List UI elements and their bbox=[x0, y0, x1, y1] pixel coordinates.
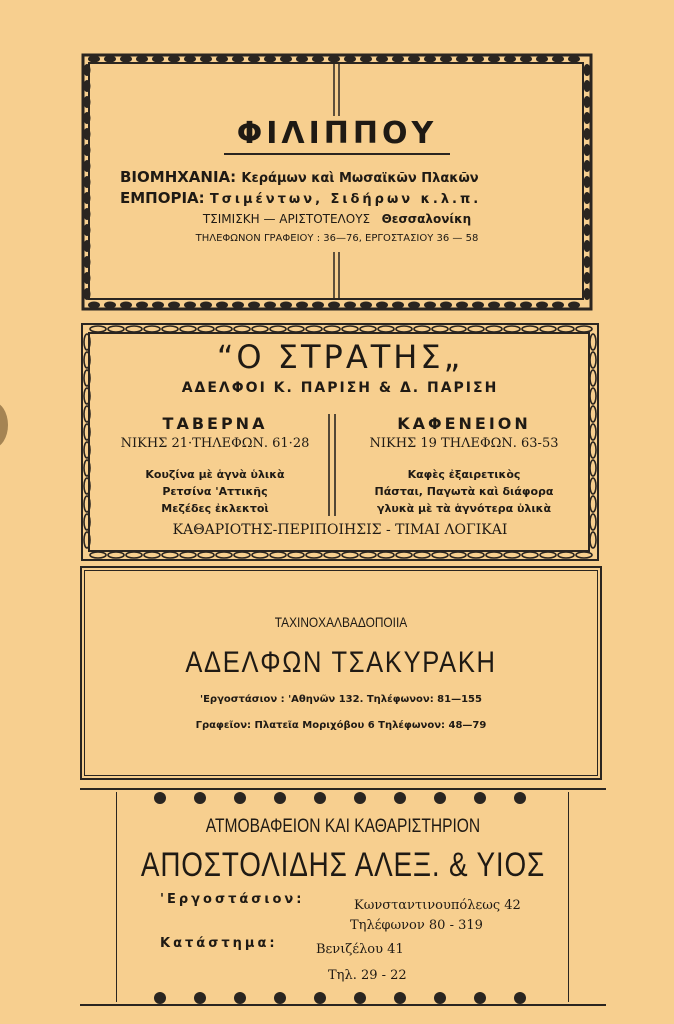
tavern-feature: Μεζέδες ἐκλεκτοὶ bbox=[161, 502, 269, 515]
border-ornament bbox=[396, 552, 412, 558]
border-ornament bbox=[168, 302, 180, 309]
border-ornament bbox=[198, 552, 214, 558]
border-ornament bbox=[216, 552, 232, 558]
border-ornament bbox=[376, 302, 388, 309]
tavern-feature: Κουζίνα μὲ ἁγνὰ ὑλικὰ bbox=[145, 468, 285, 481]
border-ornament bbox=[584, 80, 591, 92]
cafe-feature: γλυκὰ μὲ τὰ ἁγνότερα ὑλικὰ bbox=[376, 502, 552, 515]
ad-tsakyrakis-kind: ΤΑΧΙΝΟΧΑΛΒΑΔΟΠΟΙΙΑ bbox=[274, 614, 408, 630]
border-ornament bbox=[424, 302, 436, 309]
ad-philippou-name: ΦΙΛΙΠΠΟΥ bbox=[236, 116, 438, 151]
border-ornament bbox=[180, 552, 196, 558]
cafe-heading: ΚΑΦΕΝΕΙΟΝ bbox=[397, 414, 531, 433]
border-ornament bbox=[296, 302, 308, 309]
border-ornament bbox=[270, 552, 286, 558]
tavern-features bbox=[100, 466, 330, 517]
border-ornament bbox=[312, 302, 324, 309]
border-dot bbox=[234, 792, 246, 804]
border-ornament bbox=[520, 302, 532, 309]
border-ornament bbox=[184, 302, 196, 309]
border-ornament bbox=[344, 302, 356, 309]
border-ornament bbox=[584, 272, 591, 284]
border-ornament bbox=[486, 552, 502, 558]
border-ornament bbox=[584, 160, 591, 172]
border-ornament bbox=[324, 552, 340, 558]
store-label: Κατάστημα: bbox=[160, 936, 278, 951]
ad-tsakyrakis bbox=[80, 566, 602, 780]
ad-stratis-owners: ΑΔΕΛΦΟΙ Κ. ΠΑΡΙΣΗ & Δ. ΠΑΡΙΣΗ bbox=[181, 380, 499, 396]
border-ornament bbox=[162, 552, 178, 558]
border-dot bbox=[274, 992, 286, 1004]
trade-label: ΕΜΠΟΡΙΑ: bbox=[120, 189, 205, 207]
border-ornament bbox=[104, 302, 116, 309]
page-edge-shadow bbox=[0, 402, 8, 448]
border-ornament bbox=[488, 302, 500, 309]
border-ornament bbox=[248, 302, 260, 309]
address: ΤΣΙΜΙΣΚΗ — ΑΡΙΣΤΟΤΕΛΟΥΣ bbox=[202, 212, 371, 226]
border-ornament bbox=[90, 552, 106, 558]
border-dot bbox=[434, 992, 446, 1004]
border-dot bbox=[154, 792, 166, 804]
cafe-features bbox=[342, 466, 586, 517]
border-ornament bbox=[360, 552, 376, 558]
ad-stratis bbox=[80, 322, 600, 562]
factory-address: Κωνσταντινουπόλεως 42 bbox=[354, 898, 521, 913]
border-ornament bbox=[456, 302, 468, 309]
ad-apostolidis-kind: ΑΤΜΟΒΑΦΕΙΟΝ ΚΑΙ ΚΑΘΑΡΙΣΤΗΡΙΟΝ bbox=[205, 816, 481, 837]
cafe-phone: ΝΙΚΗΣ 19 ΤΗΛΕΦΩΝ. 63-53 bbox=[369, 436, 559, 451]
border-ornament bbox=[584, 96, 591, 108]
border-dot bbox=[474, 992, 486, 1004]
border-ornament bbox=[126, 552, 142, 558]
border-ornament bbox=[590, 478, 596, 494]
border-ornament bbox=[328, 302, 340, 309]
ad-philippou-trade bbox=[120, 189, 481, 207]
ad-stratis-footer: ΚΑΘΑΡΙΟΤΗΣ-ΠΕΡΙΠΟΙΗΣΙΣ - ΤΙΜΑΙ ΛΟΓΙΚΑΙ bbox=[172, 522, 508, 538]
border-dot bbox=[274, 792, 286, 804]
border-ornament bbox=[280, 302, 292, 309]
cafe-feature: Πάσται, Παγωτὰ καὶ διάφορα bbox=[374, 485, 554, 498]
border-dot bbox=[434, 792, 446, 804]
border-ornament bbox=[504, 302, 516, 309]
ad-tsakyrakis-office: Γραφεῖον: Πλατεῖα Μοριχόβου 6 Τηλέφωνον: 48—79 bbox=[195, 720, 487, 731]
border-ornament bbox=[584, 288, 591, 300]
border-ornament bbox=[590, 424, 596, 440]
city: Θεσσαλονίκη bbox=[381, 212, 472, 226]
border-dot bbox=[394, 792, 406, 804]
border-dot bbox=[194, 992, 206, 1004]
border-ornament bbox=[576, 552, 592, 558]
border-ornament bbox=[590, 406, 596, 422]
border-ornament bbox=[108, 552, 124, 558]
border-ornament bbox=[414, 552, 430, 558]
border-ornament bbox=[234, 552, 250, 558]
border-dot bbox=[514, 792, 526, 804]
border-ornament bbox=[432, 552, 448, 558]
border-ornament bbox=[468, 552, 484, 558]
border-ornament bbox=[264, 302, 276, 309]
border-ornament bbox=[584, 176, 591, 188]
border-dot bbox=[474, 792, 486, 804]
border-ornament bbox=[450, 552, 466, 558]
border-ornament bbox=[408, 302, 420, 309]
border-ornament bbox=[590, 496, 596, 512]
border-ornament bbox=[568, 302, 580, 309]
border-ornament bbox=[216, 302, 228, 309]
tavern-feature: Ρετσίνα 'Αττικῆς bbox=[162, 485, 268, 498]
factory-label: 'Εργοστάσιον: bbox=[160, 892, 305, 907]
industry-text: Κεράμων καὶ Μωσαϊκῶν Πλακῶν bbox=[241, 171, 479, 186]
border-ornament bbox=[472, 302, 484, 309]
ad-tsakyrakis-name: ΑΔΕΛΦΩΝ ΤΣΑΚΥΡΑΚΗ bbox=[185, 646, 497, 679]
border-ornament bbox=[378, 552, 394, 558]
ad-apostolidis-name: ΑΠΟΣΤΟΛΙΔΗΣ ΑΛΕΞ. & ΥΙΟΣ bbox=[140, 846, 546, 884]
trade-text: Τσιμέντων, Σιδήρων κ.λ.π. bbox=[209, 192, 482, 207]
border-ornament bbox=[558, 552, 574, 558]
border-ornament bbox=[360, 302, 372, 309]
border-dot bbox=[354, 992, 366, 1004]
ad-philippou-phones: ΤΗΛΕΦΩΝΟΝ ΓΡΑΦΕΙΟΥ : 36—76, ΕΡΓΟΣΤΑΣΙΟΥ 36 — 58 bbox=[195, 233, 479, 244]
border-ornament bbox=[584, 256, 591, 268]
border-ornament bbox=[306, 552, 322, 558]
name-underline bbox=[224, 153, 450, 155]
tavern-heading: ΤΑΒΕΡΝΑ bbox=[162, 414, 268, 433]
border-ornament bbox=[584, 64, 591, 76]
border-ornament bbox=[152, 302, 164, 309]
border-ornament bbox=[590, 460, 596, 476]
border-ornament bbox=[536, 302, 548, 309]
border-dot bbox=[314, 992, 326, 1004]
ad-apostolidis bbox=[80, 788, 606, 1020]
factory-phone: Τηλέφωνον 80 - 319 bbox=[350, 918, 483, 933]
border-ornament bbox=[136, 302, 148, 309]
border-ornament bbox=[392, 302, 404, 309]
ad-stratis-name: “Ο ΣΤΡΑΤΗΣ„ bbox=[216, 338, 464, 376]
industry-label: ΒΙΟΜΗΧΑΝΙΑ: bbox=[120, 168, 237, 186]
border-dot bbox=[314, 792, 326, 804]
border-ornament bbox=[200, 302, 212, 309]
border-ornament bbox=[552, 302, 564, 309]
border-ornament bbox=[584, 192, 591, 204]
border-dot bbox=[154, 992, 166, 1004]
border-ornament bbox=[590, 442, 596, 458]
border-dot bbox=[234, 992, 246, 1004]
border-ornament bbox=[342, 552, 358, 558]
ad-philippou bbox=[80, 52, 594, 312]
border-ornament bbox=[540, 552, 556, 558]
border-ornament bbox=[232, 302, 244, 309]
border-ornament bbox=[504, 552, 520, 558]
store-address: Βενιζέλου 41 bbox=[316, 942, 404, 957]
border-dot bbox=[394, 992, 406, 1004]
border-ornament bbox=[522, 552, 538, 558]
store-phone: Τηλ. 29 - 22 bbox=[328, 968, 407, 983]
border-dot bbox=[354, 792, 366, 804]
ad-tsakyrakis-factory: 'Εργοστάσιον : 'Αθηνῶν 132. Τηλέφωνον: 81—155 bbox=[200, 694, 482, 705]
border-ornament bbox=[440, 302, 452, 309]
tavern-phone: ΝΙΚΗΣ 21·ΤΗΛΕΦΩΝ. 61·28 bbox=[120, 436, 310, 451]
ad-philippou-industry bbox=[120, 168, 479, 186]
border-ornament bbox=[252, 552, 268, 558]
border-ornament bbox=[88, 302, 100, 309]
ad-philippou-address-line bbox=[80, 212, 594, 226]
border-dot bbox=[514, 992, 526, 1004]
cafe-feature: Καφὲς ἐξαιρετικὸς bbox=[407, 468, 521, 481]
border-dot bbox=[194, 792, 206, 804]
border-ornament bbox=[288, 552, 304, 558]
border-ornament bbox=[144, 552, 160, 558]
border-ornament bbox=[120, 302, 132, 309]
